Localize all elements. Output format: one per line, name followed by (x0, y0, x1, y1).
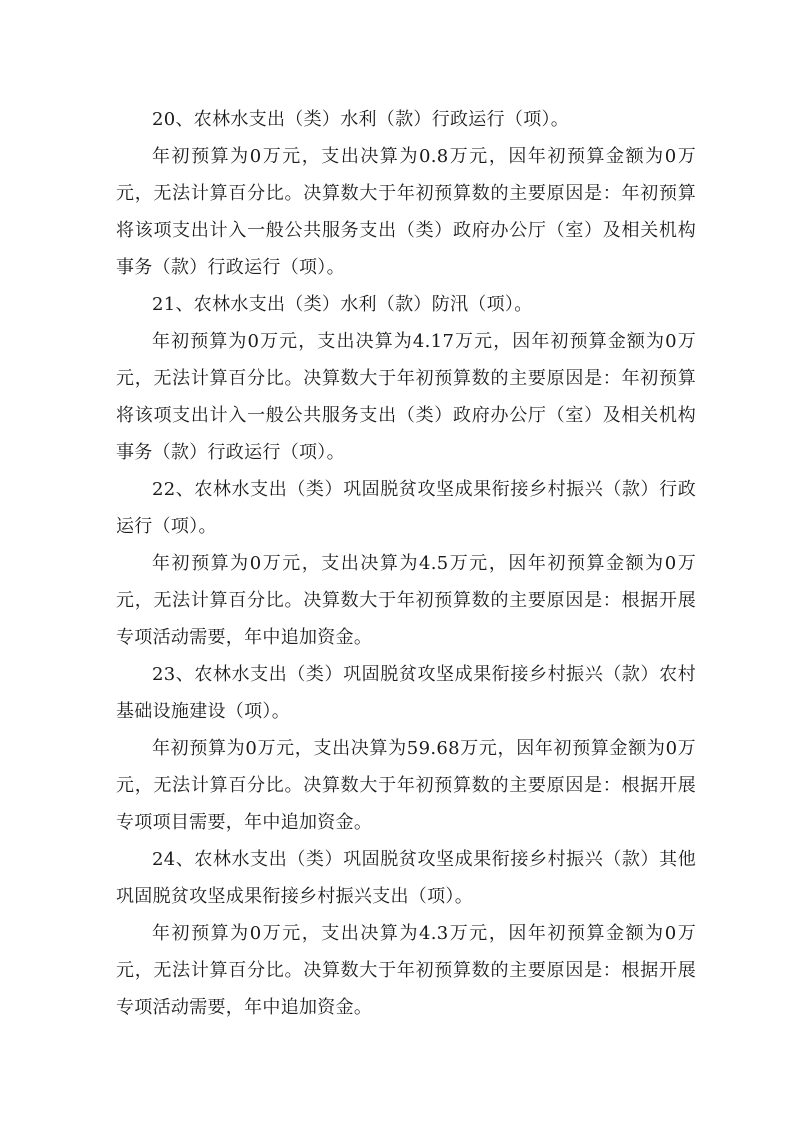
item-21-heading: 21、农林水支出（类）水利（款）防汛（项）。 (152, 294, 533, 315)
item-20-heading: 20、农林水支出（类）水利（款）行政运行（项）。 (152, 109, 570, 130)
item-21-explanation: 年初预算为0万元，支出决算为4.17万元，因年初预算金额为0万元，无法计算百分比。决算数大于年初预算数的主要原因是：年初预算将该项支出计入一般公共服务支出（类）政府办公厅（室）及相关机构事务（款）行政运行（项）。 (116, 331, 696, 463)
item-24-heading: 24、农林水支出（类）巩固脱贫攻坚成果衔接乡村振兴（款）其他巩固脱贫攻坚成果衔接乡村振兴支出（项）。 (116, 849, 696, 907)
item-23-heading: 23、农林水支出（类）巩固脱贫攻坚成果衔接乡村振兴（款）农村基础设施建设（项）。 (116, 664, 696, 722)
item-24-explanation: 年初预算为0万元，支出决算为4.3万元，因年初预算金额为0万元，无法计算百分比。决算数大于年初预算数的主要原因是：根据开展专项活动需要，年中追加资金。 (116, 923, 696, 1018)
document-body (116, 101, 696, 1026)
item-23-explanation: 年初预算为0万元，支出决算为59.68万元，因年初预算金额为0万元，无法计算百分比。决算数大于年初预算数的主要原因是：根据开展专项项目需要，年中追加资金。 (116, 738, 696, 833)
item-22-explanation: 年初预算为0万元，支出决算为4.5万元，因年初预算金额为0万元，无法计算百分比。决算数大于年初预算数的主要原因是：根据开展专项活动需要，年中追加资金。 (116, 553, 696, 648)
item-20-explanation: 年初预算为0万元，支出决算为0.8万元，因年初预算金额为0万元，无法计算百分比。决算数大于年初预算数的主要原因是：年初预算将该项支出计入一般公共服务支出（类）政府办公厅（室）及相关机构事务（款）行政运行（项）。 (116, 146, 696, 278)
item-22-heading: 22、农林水支出（类）巩固脱贫攻坚成果衔接乡村振兴（款）行政运行（项）。 (116, 479, 696, 537)
